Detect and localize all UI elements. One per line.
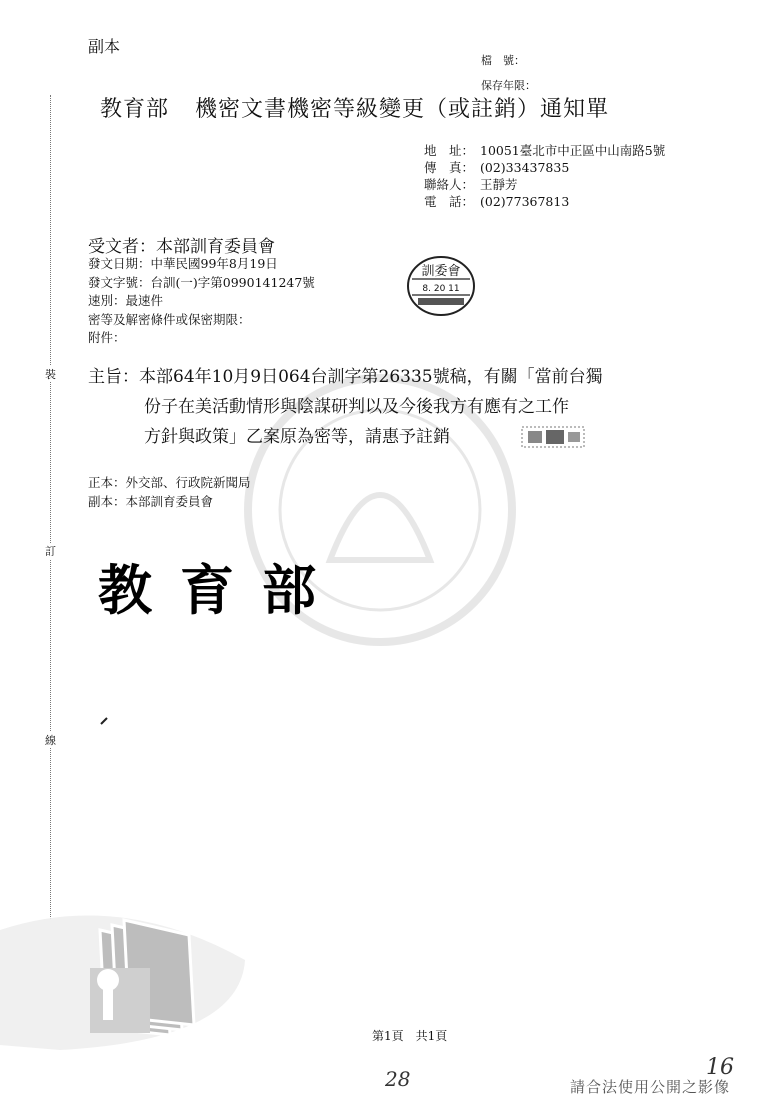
subject-line-3: 方針與政策」乙案原為密等，請惠予註銷 — [144, 427, 450, 447]
number-value: 台訓(一)字第0990141247號 — [150, 274, 315, 290]
stamp-date: 8. 20 11 — [422, 284, 460, 294]
contact-block — [424, 142, 665, 210]
binding-mark-xian: 線 — [45, 734, 56, 747]
redaction-mark — [520, 424, 586, 450]
primary-recipients-row — [88, 474, 251, 493]
speed-value: 最速件 — [125, 293, 164, 308]
recipient-value: 本部訓育委員會 — [156, 237, 275, 257]
ministry-logo-icon — [0, 900, 250, 1060]
distribution — [88, 474, 251, 511]
contact-person-row — [424, 176, 665, 193]
document-title — [100, 92, 609, 123]
subject-line-1: 本部64年10月9日064台訓字第26335號稿，有關「當前台獨 — [139, 367, 603, 387]
fax-label: 傳 真： — [424, 160, 475, 175]
handwritten-note-bottom: 28 — [385, 1067, 411, 1091]
title-agency: 教育部 — [100, 97, 170, 122]
classification-row: 密等及解密條件或保密期限： — [88, 311, 251, 327]
recipient-label: 受文者： — [88, 237, 156, 257]
phone-label: 電 話： — [424, 194, 475, 209]
speed-label: 速別： — [88, 293, 126, 308]
stamp-name: 訓委會 — [421, 264, 461, 279]
subject-label: 主旨： — [88, 367, 139, 387]
handwritten-note-corner: 16 — [706, 1055, 734, 1080]
date-label: 發文日期： — [88, 256, 151, 271]
title-text: 機密文書機密等級變更（或註銷）通知單 — [195, 97, 610, 122]
address-label: 地 址： — [424, 143, 475, 158]
ministry-seal-text: 教育部 — [98, 558, 344, 622]
number-label: 發文字號： — [88, 274, 151, 290]
phone-row — [424, 193, 665, 210]
page-number: 第1頁 共1頁 — [372, 1029, 448, 1043]
phone-value: (02)77367813 — [480, 194, 570, 209]
copy-recipients-row — [88, 493, 251, 512]
contact-person-value: 王靜芳 — [480, 177, 518, 192]
dispatch-meta — [88, 255, 315, 348]
speed-row — [88, 292, 315, 311]
address-row — [424, 142, 665, 159]
primary-recipients: 外交部、行政院新聞局 — [125, 475, 251, 490]
copy-recipients: 本部訓育委員會 — [125, 493, 214, 509]
copy-recipients-label: 副本： — [88, 493, 126, 509]
recipient — [88, 232, 275, 257]
number-row — [88, 274, 315, 293]
received-stamp — [406, 255, 476, 317]
binding-mark-ding: 訂 — [45, 545, 56, 558]
copy-mark: 副本 — [88, 37, 121, 56]
date-value: 中華民國99年8月19日 — [150, 256, 278, 271]
file-number-label: 檔 號： — [481, 54, 525, 67]
subject-line-2: 份子在美活動情形與陰謀研判以及今後我方有應有之工作 — [144, 397, 569, 417]
binding-mark-zhuang: 裝 — [45, 368, 56, 381]
fax-row — [424, 159, 665, 176]
attachment-row: 附件： — [88, 330, 126, 345]
fax-value: (02)33437835 — [480, 160, 570, 175]
date-row — [88, 255, 315, 274]
contact-person-label: 聯絡人： — [424, 177, 475, 192]
address-value: 10051臺北市中正區中山南路5號 — [480, 143, 666, 158]
footer-notice: 請合法使用公開之影像 — [570, 1078, 731, 1096]
primary-recipients-label: 正本： — [88, 475, 126, 490]
retention-label: 保存年限： — [481, 79, 536, 92]
ink-speck — [100, 716, 110, 726]
